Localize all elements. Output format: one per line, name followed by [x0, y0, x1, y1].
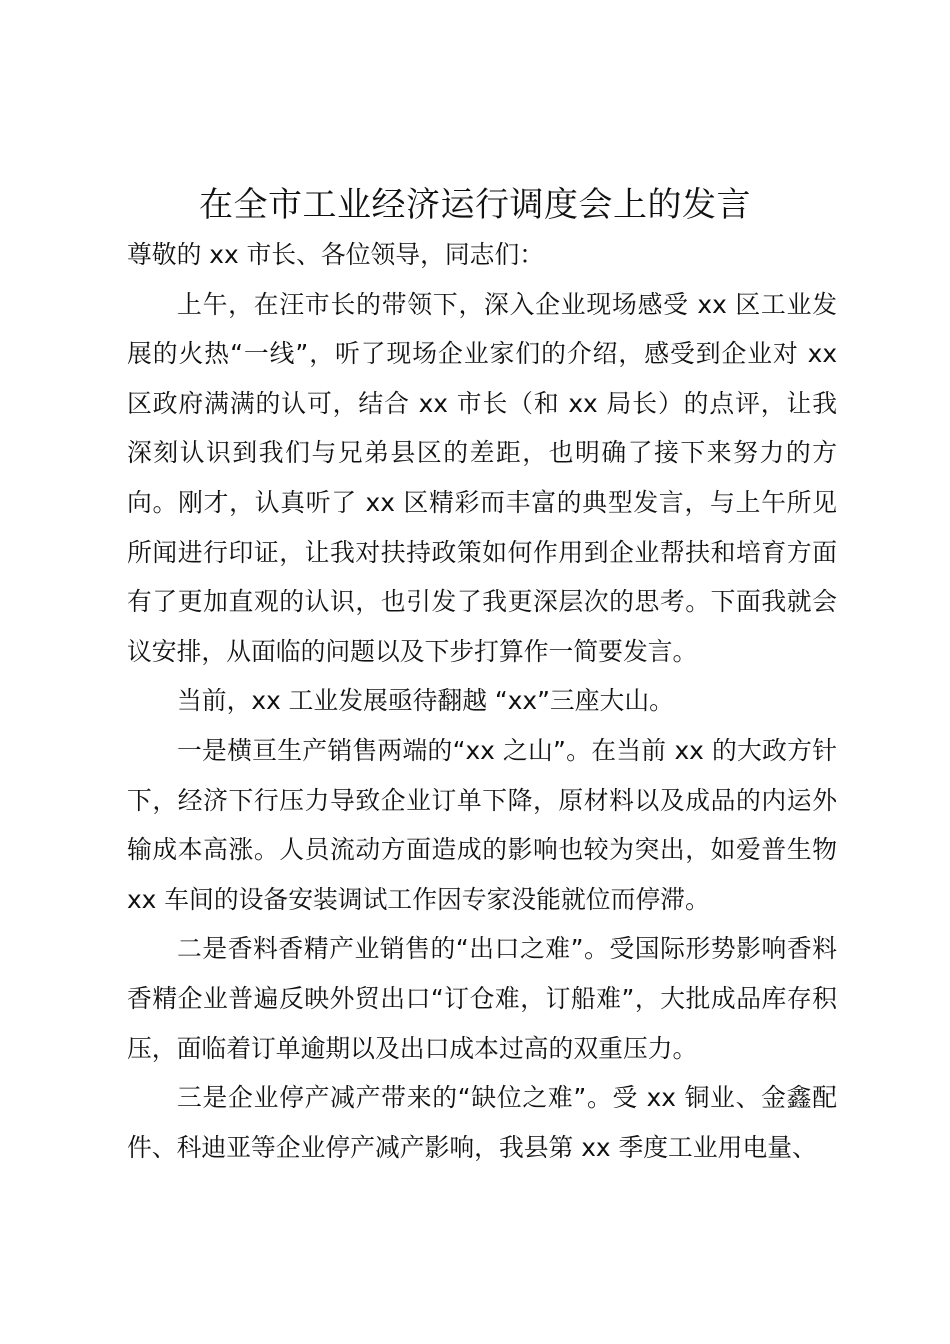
document-title: 在全市工业经济运行调度会上的发言 [199, 185, 751, 225]
paragraph-point-three: 三是企业停产减产带来的“缺位之难”。受 xx 铜业、金鑫配件、科迪亚等企业停产减产影响，我县第 xx 季度工业用电量、 [127, 1083, 837, 1162]
paragraph-point-one: 一是横亘生产销售两端的“xx 之山”。在当前 xx 的大政方针下，经济下行压力导致企业订单下降，原材料以及成品的内运外输成本高涨。人员流动方面造成的影响也较为突出，如爱普生物 xx 车间的设备安装调试工作因专家没能就位而停滞。 [127, 735, 837, 914]
paragraph-three-mountains: 当前，xx 工业发展亟待翻越 “xx”三座大山。 [177, 686, 674, 716]
document-body [127, 230, 837, 1172]
paragraph-intro: 上午，在汪市长的带领下，深入企业现场感受 xx 区工业发展的火热“一线”，听了现场企业家们的介绍，感受到企业对 xx 区政府满满的认可，结合 xx 市长（和 xx 局长）的点评，让我深刻认识到我们与兄弟县区的差距，也明确了接下来努力的方向。刚才，认真听了 xx 区精彩而丰富的典型发言，与上午所见所闻进行印证，让我对扶持政策如何作用到企业帮扶和培育方面有了更加直观的认识，也引发了我更深层次的思考。下面我就会议安排，从面临的问题以及下步打算作一简要发言。 [127, 289, 837, 666]
salutation: 尊敬的 xx 市长、各位领导，同志们： [127, 240, 545, 269]
paragraph-point-two: 二是香料香精产业销售的“出口之难”。受国际形势影响香料香精企业普遍反映外贸出口“订仓难，订船难”，大批成品库存积压，面临着订单逾期以及出口成本过高的双重压力。 [127, 934, 837, 1063]
